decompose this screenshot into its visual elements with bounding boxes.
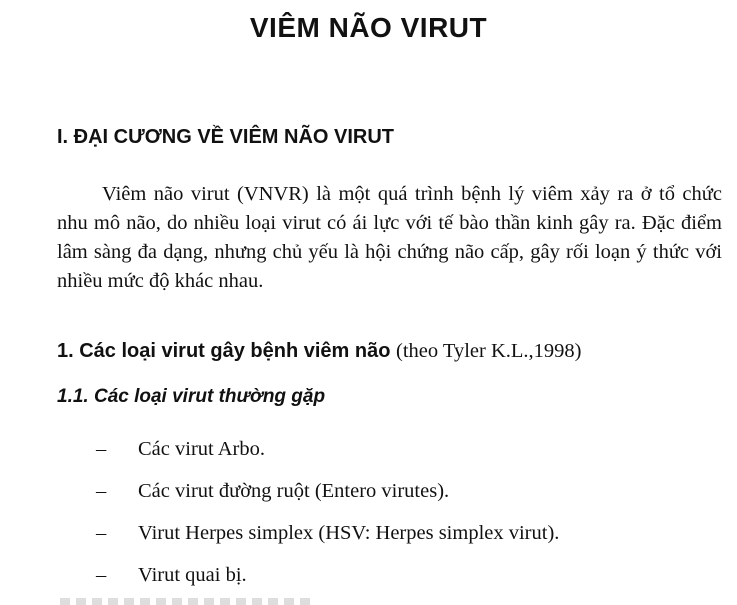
- list-item: [96, 512, 559, 554]
- section-heading: I. ĐẠI CƯƠNG VỀ VIÊM NÃO VIRUT: [57, 126, 395, 148]
- subsection-heading-text: 1. Các loại virut gây bệnh viêm não: [57, 340, 391, 362]
- list-dash: –: [96, 521, 107, 544]
- list-item-text: Virut quai bị.: [138, 563, 247, 586]
- list-item-text: Virut Herpes simplex (HSV: Herpes simplex virut).: [138, 521, 560, 544]
- sub-subsection-heading: 1.1. Các loại virut thường gặp: [57, 386, 326, 407]
- virus-list: [96, 428, 559, 596]
- list-dash: –: [96, 563, 107, 586]
- subsection-reference: (theo Tyler K.L.,1998): [396, 340, 582, 362]
- list-item-text: Các virut Arbo.: [138, 437, 265, 460]
- list-item: [96, 554, 559, 596]
- list-item: [96, 470, 559, 512]
- cut-off-next-line: [60, 598, 310, 605]
- list-item-text: Các virut đường ruột (Entero virutes).: [138, 479, 450, 502]
- list-dash: –: [96, 437, 107, 460]
- document-title: VIÊM NÃO VIRUT: [249, 12, 488, 43]
- subsection-heading: [57, 340, 582, 363]
- list-item: [96, 428, 559, 470]
- intro-paragraph: Viêm não virut (VNVR) là một quá trình bệnh lý viêm xảy ra ở tổ chức nhu mô não, do nhiều loại virut có ái lực với tế bào thần kinh gây ra. Đặc điểm lâm sàng đa dạng, nhưng chủ yếu là hội chứng não cấp, gây rối loạn ý thức với nhiều mức độ khác nhau.: [57, 183, 722, 292]
- list-dash: –: [96, 479, 107, 502]
